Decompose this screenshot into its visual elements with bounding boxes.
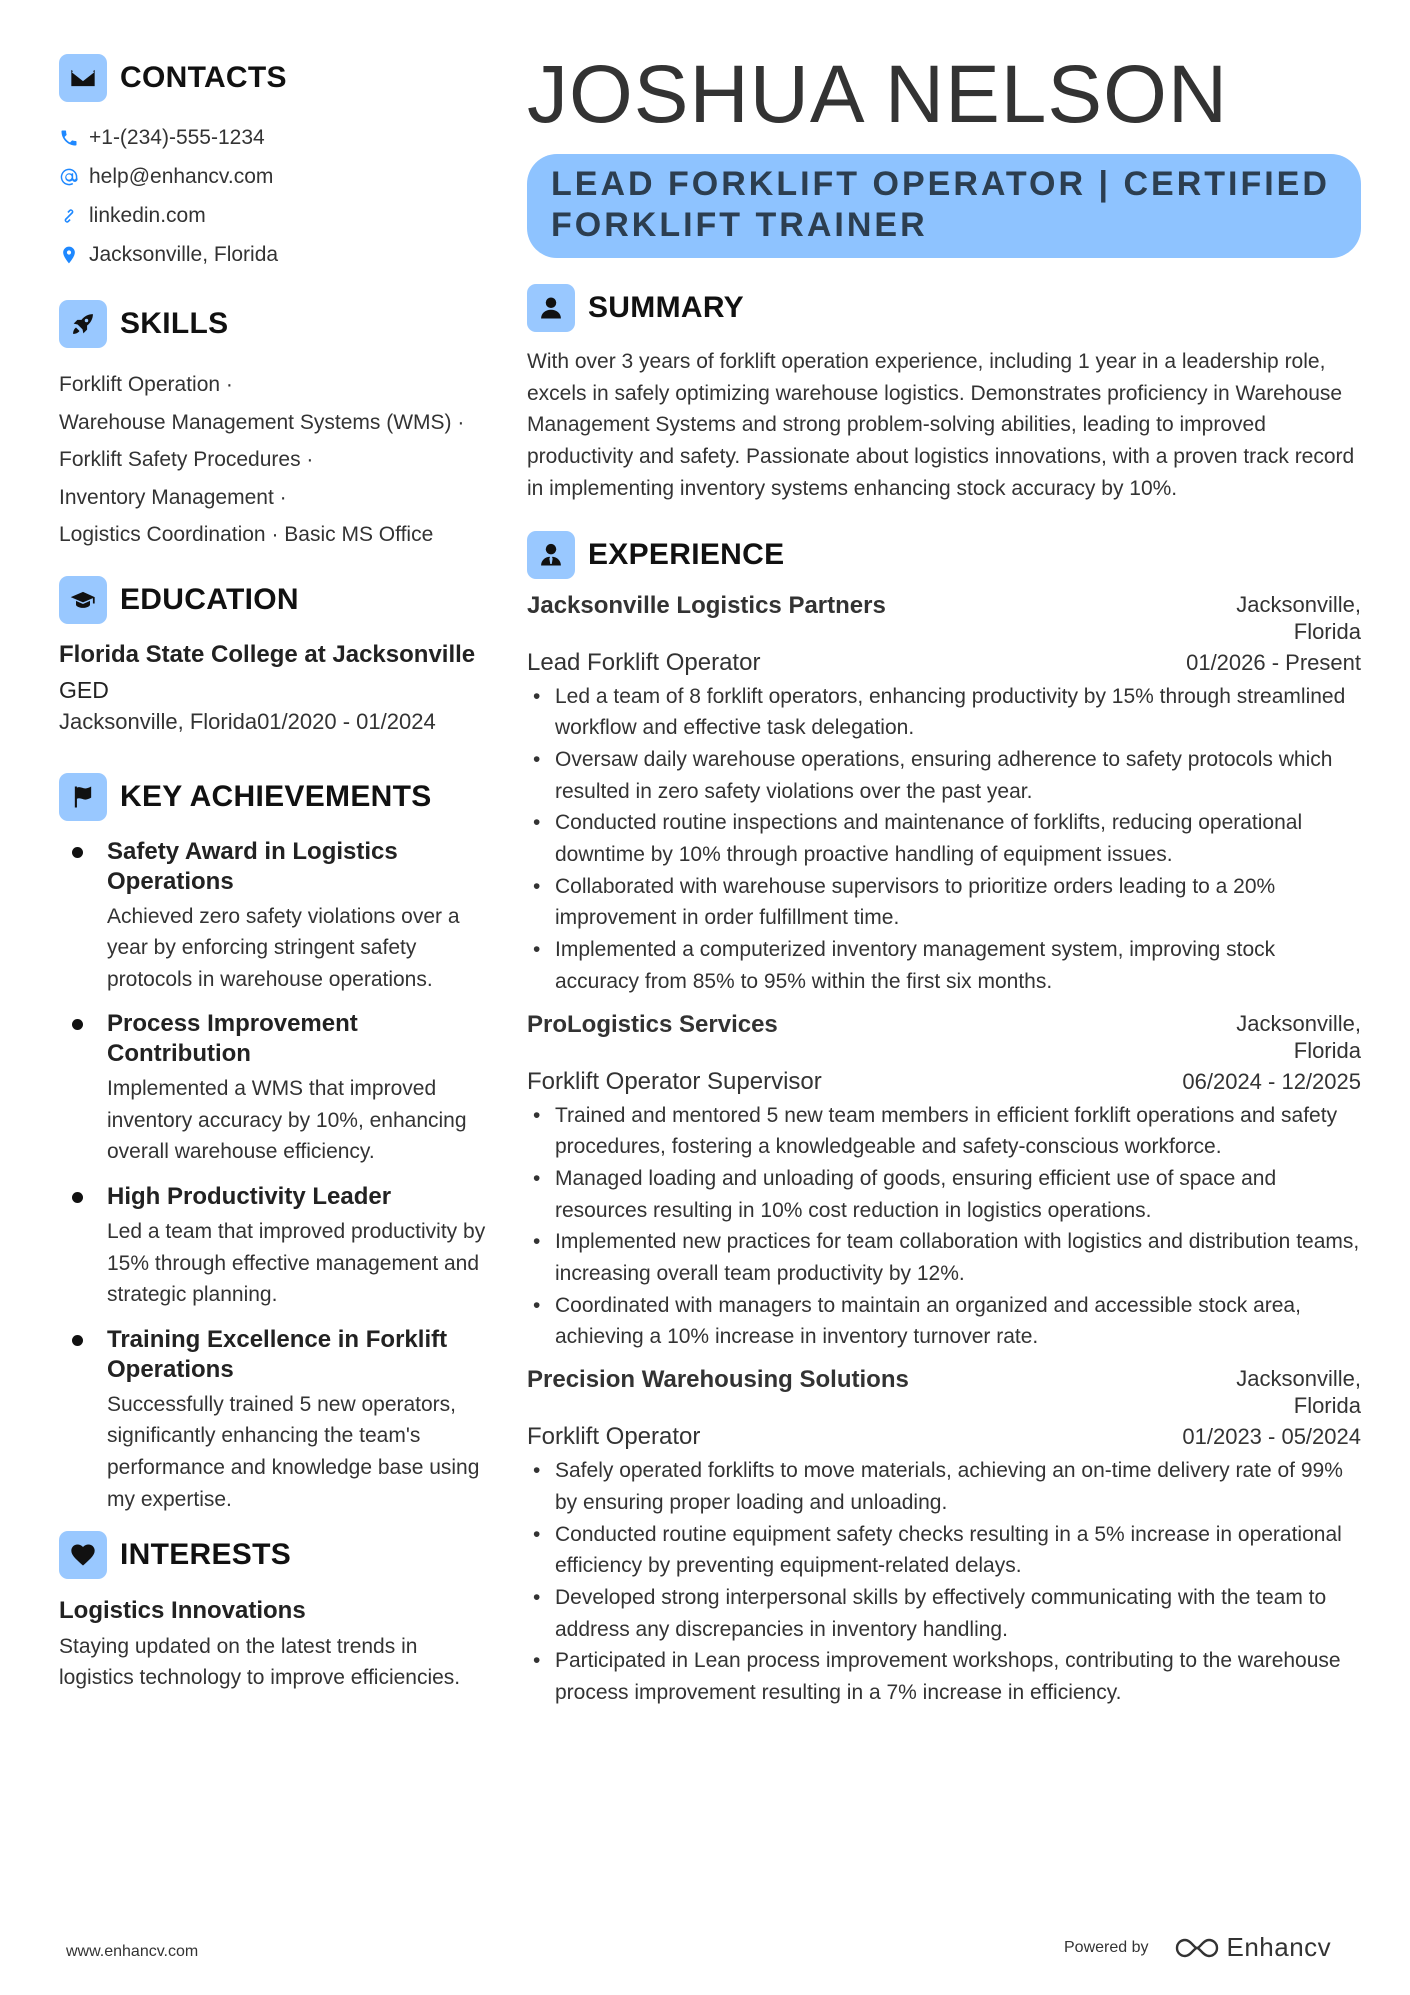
graduation-cap-icon: [59, 576, 107, 624]
interests-header: [59, 1531, 489, 1579]
achievement-title: Safety Award in Logistics Operations: [107, 837, 398, 895]
job-bullet: • Participated in Lean process improvement workshops, contributing to the warehouse process improvement resulting in a 7% increase in efficiency.: [527, 1645, 1361, 1708]
job-bullet: • Conducted routine equipment safety checks resulting in a 5% increase in operational efficiency by preventing equipment-related delays.: [527, 1519, 1361, 1582]
left-column: [59, 54, 489, 1693]
contact-linkedin[interactable]: [59, 196, 489, 235]
job-bullet: • Implemented a computerized inventory management system, improving stock accuracy from 85% to 95% within the first six months.: [527, 934, 1361, 997]
job-bullet: • Coordinated with managers to maintain an organized and accessible stock area, achieving a 10% increase in inventory turnover rate.: [527, 1290, 1361, 1353]
achievement-item: [59, 1182, 489, 1311]
phone-icon: [59, 128, 79, 148]
job-dates: 06/2024 - 12/2025: [1182, 1068, 1361, 1094]
job-company: Precision Warehousing Solutions: [527, 1366, 909, 1394]
map-pin-icon: [59, 245, 79, 265]
job-location: Jacksonville, Florida: [1236, 1010, 1361, 1063]
edu-degree: GED: [59, 676, 109, 703]
achievement-item: [59, 837, 489, 996]
contact-list: [59, 118, 489, 274]
achievement-item: [59, 1009, 489, 1168]
achievements-list: [59, 837, 489, 1516]
contact-phone[interactable]: [59, 118, 489, 157]
achievement-title: Process Improvement Contribution: [107, 1010, 358, 1068]
skills-section: [59, 300, 489, 554]
achievement-desc: Achieved zero safety violations over a year by enforcing stringent safety protocols in warehouse operations.: [107, 904, 460, 991]
bullet-icon: [72, 1019, 83, 1030]
powered-by-text: Powered by: [1064, 1938, 1149, 1956]
envelope-icon: [59, 54, 107, 102]
footer-branding[interactable]: [1064, 1932, 1331, 1963]
education-section: [59, 576, 489, 738]
job-bullet: • Collaborated with warehouse supervisors to prioritize orders leading to a 20% improvement in order fulfillment time.: [527, 871, 1361, 934]
at-icon: [59, 167, 79, 187]
achievement-title: Training Excellence in Forklift Operations: [107, 1325, 448, 1383]
job-bullet: • Led a team of 8 forklift operators, enhancing productivity by 15% through streamlined workflow and effective task delegation.: [527, 681, 1361, 744]
edu-school: Florida State College at Jacksonville: [59, 640, 476, 668]
right-column: [527, 50, 1361, 1709]
interests-section: [59, 1531, 489, 1693]
linkedin-text: linkedin.com: [89, 203, 206, 227]
interest-title: Logistics Innovations: [59, 1597, 306, 1625]
job-bullet: • Conducted routine inspections and maintenance of forklifts, reducing operational downtime by 10% through proactive handling of equipment issues.: [527, 807, 1361, 870]
job-role: Lead Forklift Operator: [527, 648, 761, 676]
job-role: Forklift Operator Supervisor: [527, 1067, 822, 1095]
education-header: [59, 576, 489, 624]
email-text: help@enhancv.com: [89, 164, 274, 188]
skill-line: Inventory Management ·: [59, 485, 287, 509]
job-bullet: • Oversaw daily warehouse operations, ensuring adherence to safety protocols which resulted in zero safety violations over the past year.: [527, 744, 1361, 807]
bullet-icon: [72, 1335, 83, 1346]
job-role: Forklift Operator: [527, 1423, 701, 1451]
phone-text: +1-(234)-555-1234: [89, 125, 265, 149]
job-dates: 01/2023 - 05/2024: [1182, 1424, 1361, 1450]
achievement-item: [59, 1325, 489, 1515]
skills-heading: SKILLS: [120, 307, 229, 340]
achievement-desc: Implemented a WMS that improved inventory accuracy by 10%, enhancing overall warehouse efficiency.: [107, 1077, 467, 1164]
experience-header: [527, 531, 1361, 579]
skill-line: Forklift Safety Procedures ·: [59, 448, 314, 471]
job-bullet: • Developed strong interpersonal skills by effectively communicating with the team to address any discrepancies in inventory handling.: [527, 1582, 1361, 1645]
job-company: Jacksonville Logistics Partners: [527, 591, 886, 619]
flag-icon: [59, 773, 107, 821]
link-icon: [59, 206, 79, 226]
job-bullets: [527, 1455, 1361, 1709]
enhancv-brand: Enhancv: [1226, 1932, 1332, 1962]
footer-website[interactable]: www.enhancv.com: [66, 1943, 199, 1960]
skill-line: Forklift Operation ·: [59, 373, 233, 396]
job-company: ProLogistics Services: [527, 1010, 778, 1038]
achievements-header: [59, 773, 489, 821]
achievement-desc: Led a team that improved productivity by 15% through effective management and strategic planning.: [107, 1220, 486, 1307]
enhancv-logo: [1173, 1932, 1332, 1963]
contact-location: [59, 235, 489, 274]
achievements-heading: KEY ACHIEVEMENTS: [120, 779, 432, 813]
bullet-icon: [72, 1192, 83, 1203]
candidate-title: LEAD FORKLIFT OPERATOR | CERTIFIED FORKLIFT TRAINER: [551, 165, 1330, 244]
achievement-title: High Productivity Leader: [107, 1183, 392, 1211]
job-location: Jacksonville, Florida: [1236, 591, 1361, 644]
experience-section: [527, 531, 1361, 1709]
summary-heading: SUMMARY: [588, 291, 744, 324]
interest-desc: Staying updated on the latest trends in logistics technology to improve efficiencies.: [59, 1635, 461, 1690]
job-bullets: [527, 681, 1361, 998]
job-location: Jacksonville, Florida: [1236, 1366, 1361, 1419]
contact-email[interactable]: [59, 157, 489, 196]
experience-heading: EXPERIENCE: [588, 537, 785, 571]
skills-header: [59, 300, 489, 348]
skill-line: Warehouse Management Systems (WMS) ·: [59, 410, 465, 434]
skill-line: Logistics Coordination · Basic MS Office: [59, 523, 434, 546]
rocket-icon: [59, 300, 107, 348]
heart-icon: [59, 1531, 107, 1579]
job-bullet: • Implemented new practices for team collaboration with logistics and distribution teams, increasing overall team productivity by 12%.: [527, 1226, 1361, 1289]
bullet-icon: [72, 847, 83, 858]
user-icon: [527, 284, 575, 332]
job-bullets: [527, 1100, 1361, 1354]
education-heading: EDUCATION: [120, 582, 299, 616]
interests-heading: INTERESTS: [120, 1538, 292, 1572]
location-text: Jacksonville, Florida: [89, 242, 279, 266]
candidate-name: JOSHUA NELSON: [527, 49, 1229, 140]
summary-text: With over 3 years of forklift operation experience, including 1 year in a leadership role, excels in safely optimizing warehouse logistics. Demonstrates proficiency in Warehouse Management Systems and strong problem-solving abilities, leading to improved productivity and safety. Passionate about logistics innovations, with a proven track record in implementing inventory systems enhancing stock accuracy by 10%.: [527, 350, 1355, 500]
job-entry: [527, 1365, 1361, 1709]
job-bullet: • Trained and mentored 5 new team members in efficient forklift operations and safety procedures, fostering a knowledgeable and safety-conscious workforce.: [527, 1100, 1361, 1163]
job-bullet: • Managed loading and unloading of goods, ensuring efficient use of space and resources resulting in 10% cost reduction in logistics operations.: [527, 1163, 1361, 1226]
contacts-header: [59, 54, 489, 102]
user-tie-icon: [527, 531, 575, 579]
edu-location-dates: Jacksonville, Florida01/2020 - 01/2024: [59, 708, 436, 734]
achievements-section: [59, 773, 489, 1516]
job-dates: 01/2026 - Present: [1186, 649, 1361, 675]
skills-list: [59, 366, 489, 554]
achievement-desc: Successfully trained 5 new operators, significantly enhancing the team's performance and knowledge base using my expertise.: [107, 1392, 480, 1511]
summary-section: [527, 284, 1361, 505]
contacts-heading: CONTACTS: [120, 61, 287, 94]
enhancv-logo-icon: [1173, 1935, 1221, 1961]
job-entry: [527, 591, 1361, 998]
title-banner: [527, 154, 1361, 258]
summary-header: [527, 284, 1361, 332]
job-entry: [527, 1010, 1361, 1354]
job-bullet: • Safely operated forklifts to move materials, achieving an on-time delivery rate of 99% by ensuring proper loading and unloading.: [527, 1455, 1361, 1518]
